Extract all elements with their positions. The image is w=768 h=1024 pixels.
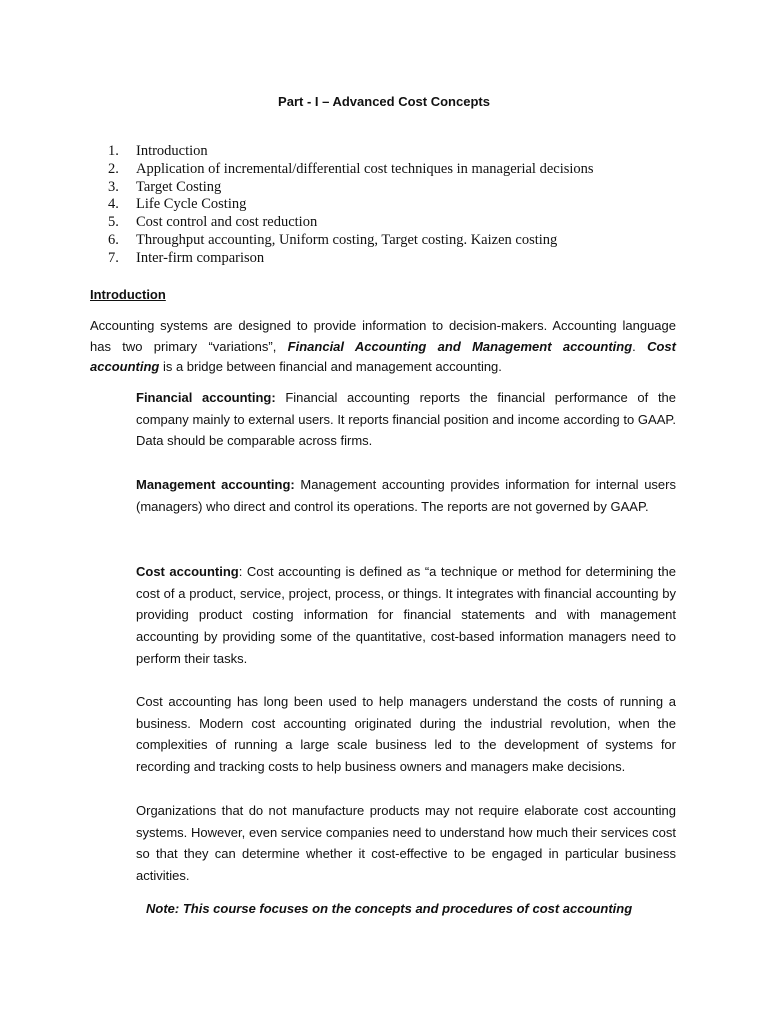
term-definition: : Cost accounting is defined as “a technique or method for determining the cost of a product, service, project, process, or things. It integrates with financial accounting by providing product costing information for financial statements and with management accounting by providing some of the quantitative, cost-based information managers need to perform their tasks. [136,564,676,666]
term-definition: Management accounting provides information for internal users (managers) who direct and control its operations. The reports are not governed by GAAP. [136,477,676,514]
intro-text: is a bridge between financial and management accounting. [159,359,502,374]
term-label: Management accounting: [136,477,295,492]
intro-text: . [632,338,648,354]
list-number: 7. [108,249,119,266]
cost-accounting-paragraph [136,561,676,670]
list-item [108,161,594,179]
page-title: Part - I – Advanced Cost Concepts [278,94,490,109]
management-accounting-paragraph [136,474,676,517]
list-number: 6. [108,231,119,248]
list-number: 2. [108,160,119,177]
list-item [108,179,594,197]
term-label: Financial accounting: [136,390,276,405]
history-paragraph: Cost accounting has long been used to help managers understand the costs of running a business. Modern cost accounting originated during the industrial revolution, when the complexities of running a large scale business led to the development of systems for recording and tracking costs to help business owners and managers make decisions. [136,694,676,775]
service-paragraph: Organizations that do not manufacture products may not require elaborate cost accounting systems. However, even service companies need to understand how much their services cost so that they can determine whether it cost-effective to be engaged in particular business activities. [136,803,676,884]
list-text: Inter-firm comparison [136,249,265,266]
intro-emphasis: Financial Accounting and Management accounting [287,338,633,354]
list-number: 3. [108,178,119,195]
topic-list [108,143,594,268]
list-text: Throughput accounting, Uniform costing, Target costing. Kaizen costing [136,231,558,248]
term-label: Cost accounting [136,564,239,579]
intro-paragraph [90,316,676,378]
list-text: Life Cycle Costing [136,196,247,213]
list-item [108,250,594,268]
intro-emphasis: Cost accounting [90,338,676,374]
intro-text: Accounting systems are designed to provide information to decision-makers. Accounting language has two primary “variations”, [90,318,676,354]
financial-accounting-paragraph [136,387,676,452]
list-number: 5. [108,214,119,231]
list-item [108,214,594,232]
list-text: Introduction [136,143,208,159]
list-text: Cost control and cost reduction [136,214,318,231]
course-note: Note: This course focuses on the concepts and procedures of cost accounting [146,901,633,916]
list-text: Application of incremental/differential cost techniques in managerial decisions [136,160,594,177]
list-item [108,143,594,161]
introduction-heading: Introduction [90,287,166,302]
list-number: 4. [108,196,119,213]
list-item [108,232,594,250]
term-definition: Financial accounting reports the financial performance of the company mainly to external users. It reports financial position and income according to GAAP. Data should be comparable across firms. [136,390,677,449]
list-number: 1. [108,143,119,159]
list-text: Target Costing [136,178,222,195]
list-item [108,196,594,214]
